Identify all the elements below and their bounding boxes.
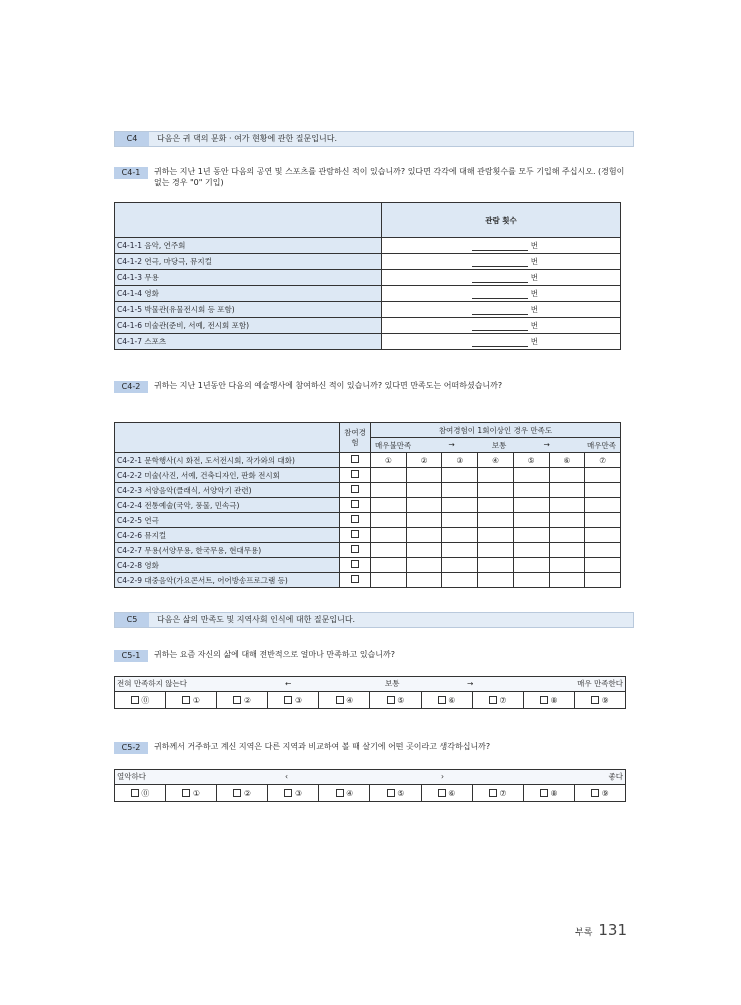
scale-header — [114, 676, 626, 691]
scale-cell[interactable] — [513, 468, 549, 483]
scale-cell[interactable] — [442, 528, 478, 543]
row-label: 스포츠 — [144, 337, 167, 346]
count-input[interactable] — [472, 257, 528, 267]
checkbox-icon — [540, 789, 548, 797]
scale-right-label: 좋다 — [608, 772, 623, 781]
scale-option[interactable]: ② — [217, 692, 268, 708]
scale-cell[interactable] — [585, 468, 621, 483]
checkbox-icon — [182, 789, 190, 797]
scale-option[interactable]: ③ — [442, 453, 478, 468]
scale-cell[interactable] — [549, 558, 585, 573]
scale-cell[interactable] — [585, 543, 621, 558]
scale-cell[interactable] — [442, 558, 478, 573]
section-c4-header — [114, 131, 634, 147]
checkbox-icon — [182, 696, 190, 704]
checkbox-icon — [438, 789, 446, 797]
table-row — [115, 528, 621, 543]
scale-cell[interactable] — [406, 573, 442, 588]
row-code: C4-2-1 — [117, 455, 142, 465]
scale-option[interactable]: ⑤ — [370, 785, 421, 801]
participation-checkbox[interactable] — [351, 500, 359, 508]
table-row — [115, 286, 621, 302]
table-row — [115, 254, 621, 270]
scale-option[interactable]: ② — [406, 453, 442, 468]
scale-cell[interactable] — [371, 513, 407, 528]
row-code: C4-1-4 — [117, 289, 142, 298]
table-row — [115, 318, 621, 334]
unit-label: 번 — [530, 273, 538, 282]
row-code: C4-2-4 — [117, 500, 142, 510]
count-input[interactable] — [472, 305, 528, 315]
scale-cell[interactable] — [442, 468, 478, 483]
question-code: C5-1 — [114, 650, 148, 662]
checkbox-icon — [591, 789, 599, 797]
checkbox-icon — [336, 789, 344, 797]
arrow-right-icon: → — [467, 679, 474, 688]
arrow-right-icon: → — [543, 439, 550, 449]
scale-cell[interactable] — [406, 558, 442, 573]
checkbox-icon — [540, 696, 548, 704]
scale-cell[interactable] — [585, 483, 621, 498]
scale-cell[interactable] — [513, 543, 549, 558]
scale-option[interactable]: ⑦ — [473, 692, 524, 708]
scale-cell[interactable] — [478, 513, 514, 528]
checkbox-icon — [489, 696, 497, 704]
scale-cell[interactable] — [371, 468, 407, 483]
row-label: 영화 — [144, 560, 159, 570]
scale-cell[interactable] — [549, 528, 585, 543]
c5-1-scale — [114, 676, 626, 709]
scale-mid-label: 보통 — [491, 440, 507, 450]
question-text: 귀하는 지난 1년 동안 다음의 공연 및 스포츠를 관람하신 적이 있습니까? 있다면 각각에 대해 관람횟수를 모두 기입해 주십시오. (경험이 없는 경우 "0" 기입) — [154, 167, 625, 187]
arrow-left-icon: ← — [285, 679, 292, 688]
row-label: 영화 — [144, 289, 159, 298]
table-row — [115, 334, 621, 350]
table-row — [115, 543, 621, 558]
table-header-count: 관람 횟수 — [382, 203, 621, 238]
section-code: C4 — [115, 132, 149, 146]
count-input[interactable] — [472, 289, 528, 299]
section-c5-header — [114, 612, 634, 628]
table-row — [115, 498, 621, 513]
scale-option[interactable]: ① — [166, 692, 217, 708]
table-row — [115, 558, 621, 573]
scale-option[interactable]: ⑧ — [524, 785, 575, 801]
checkbox-icon — [387, 696, 395, 704]
table-row — [115, 453, 621, 468]
scale-cell[interactable] — [513, 483, 549, 498]
row-label: 미술관(준비, 서예, 전시회 포함) — [144, 321, 250, 330]
scale-option[interactable]: ⑥ — [549, 453, 585, 468]
scale-cell[interactable] — [442, 498, 478, 513]
footer-label: 부록 — [575, 928, 593, 938]
checkbox-icon — [489, 789, 497, 797]
question-text: 귀하께서 거주하고 계신 지역은 다른 지역과 비교하여 볼 때 살기에 어떤 곳이라고 생각하십니까? — [154, 742, 491, 751]
scale-cell[interactable] — [478, 528, 514, 543]
unit-label: 번 — [530, 257, 538, 266]
row-label: 서양음악(클래식, 서양악기 관련) — [144, 485, 252, 495]
row-label: 대중음악(가요콘서트, 어어방송프로그램 등) — [144, 575, 288, 585]
table-row — [115, 483, 621, 498]
scale-cell[interactable] — [371, 498, 407, 513]
scale-option[interactable]: ⓪ — [115, 692, 166, 708]
scale-option[interactable]: ⑤ — [513, 453, 549, 468]
row-code: C4-1-5 — [117, 305, 142, 314]
scale-cell[interactable] — [478, 498, 514, 513]
scale-option[interactable]: ④ — [319, 785, 370, 801]
checkbox-icon — [591, 696, 599, 704]
scale-option[interactable]: ⑧ — [524, 692, 575, 708]
scale-option[interactable]: ⑤ — [370, 692, 421, 708]
scale-cell[interactable] — [406, 483, 442, 498]
row-label: 연극 — [144, 515, 159, 525]
participation-checkbox[interactable] — [351, 545, 359, 553]
section-title: 다음은 귀 댁의 문화 · 여가 현황에 관한 질문입니다. — [157, 134, 337, 143]
count-input[interactable] — [472, 273, 528, 283]
checkbox-icon — [233, 696, 241, 704]
scale-option[interactable]: ③ — [268, 785, 319, 801]
table-row — [115, 513, 621, 528]
row-code: C4-1-7 — [117, 337, 142, 346]
scale-cell[interactable] — [585, 573, 621, 588]
participation-checkbox[interactable] — [351, 485, 359, 493]
page-number: 131 — [598, 921, 628, 939]
scale-cell[interactable] — [549, 543, 585, 558]
table-row — [115, 238, 621, 254]
unit-label: 번 — [530, 305, 538, 314]
scale-cell[interactable] — [549, 468, 585, 483]
scale-cell[interactable] — [406, 468, 442, 483]
row-code: C4-2-7 — [117, 545, 142, 555]
participation-checkbox[interactable] — [351, 455, 359, 463]
scale-right-label: 매우 만족한다 — [577, 679, 623, 688]
checkbox-icon — [438, 696, 446, 704]
scale-cell[interactable] — [513, 573, 549, 588]
count-input[interactable] — [472, 321, 528, 331]
row-code: C4-2-9 — [117, 575, 142, 585]
scale-option[interactable]: ⑥ — [422, 692, 473, 708]
row-code: C4-2-6 — [117, 530, 142, 540]
checkbox-icon — [233, 789, 241, 797]
row-label: 전통예술(국악, 풍물, 민속극) — [144, 500, 240, 510]
scale-cell[interactable] — [513, 558, 549, 573]
row-label: 무용 — [144, 273, 159, 282]
scale-right-label: 매우만족 — [587, 440, 616, 450]
scale-cell[interactable] — [371, 528, 407, 543]
scale-cell[interactable] — [585, 528, 621, 543]
checkbox-icon — [387, 789, 395, 797]
scale-mid-label: 보통 — [385, 679, 400, 688]
section-title: 다음은 삶의 만족도 및 지역사회 인식에 대한 질문입니다. — [157, 615, 356, 624]
participation-checkbox[interactable] — [351, 470, 359, 478]
row-code: C4-2-3 — [117, 485, 142, 495]
scale-cell[interactable] — [406, 543, 442, 558]
scale-option[interactable]: ⑥ — [422, 785, 473, 801]
table-row — [115, 468, 621, 483]
scale-cell[interactable] — [549, 573, 585, 588]
count-input[interactable] — [472, 337, 528, 347]
scale-option[interactable]: ① — [166, 785, 217, 801]
row-code: C4-1-3 — [117, 273, 142, 282]
scale-options — [114, 691, 626, 709]
question-text: 귀하는 지난 1년동안 다음의 예술행사에 참여하신 적이 있습니까? 있다면 만족도는 어떠하셨습니까? — [154, 381, 503, 390]
scale-option[interactable]: ④ — [319, 692, 370, 708]
table-header-blank — [115, 203, 382, 238]
row-label: 박물관(유물전시회 등 포함) — [144, 305, 235, 314]
scale-cell[interactable] — [549, 483, 585, 498]
scale-left-label: 매우불만족 — [375, 440, 412, 450]
page-footer — [575, 921, 627, 939]
col-participation: 참여경험 — [340, 423, 371, 453]
scale-cell[interactable] — [442, 483, 478, 498]
row-code: C4-2-2 — [117, 470, 142, 480]
row-label: 미술(사진, 서예, 건축디자인, 판화 전시회 — [144, 470, 280, 480]
question-code: C4-2 — [114, 381, 148, 393]
arrow-right-icon: › — [441, 772, 444, 781]
c4-2-table — [114, 422, 621, 588]
unit-label: 번 — [530, 289, 538, 298]
scale-cell[interactable] — [549, 498, 585, 513]
participation-checkbox[interactable] — [351, 530, 359, 538]
participation-checkbox[interactable] — [351, 575, 359, 583]
scale-cell[interactable] — [478, 468, 514, 483]
participation-checkbox[interactable] — [351, 515, 359, 523]
scale-left-label: 열악하다 — [117, 772, 146, 781]
scale-option[interactable]: ④ — [478, 453, 514, 468]
scale-option[interactable]: ⑨ — [575, 785, 625, 801]
scale-cell[interactable] — [478, 483, 514, 498]
scale-cell[interactable] — [442, 573, 478, 588]
c5-2-scale — [114, 769, 626, 802]
scale-cell[interactable] — [406, 498, 442, 513]
scale-cell[interactable] — [478, 573, 514, 588]
scale-option[interactable]: ⑦ — [473, 785, 524, 801]
participation-checkbox[interactable] — [351, 560, 359, 568]
scale-option[interactable]: ⑨ — [575, 692, 625, 708]
row-code: C4-1-6 — [117, 321, 142, 330]
scale-header — [371, 438, 621, 453]
row-code: C4-1-1 — [117, 241, 142, 250]
scale-cell[interactable] — [371, 543, 407, 558]
table-header-blank — [115, 423, 340, 453]
arrow-left-icon: ‹ — [285, 772, 288, 781]
unit-label: 번 — [530, 241, 538, 250]
scale-cell[interactable] — [371, 483, 407, 498]
checkbox-icon — [284, 696, 292, 704]
scale-option[interactable]: ① — [371, 453, 407, 468]
scale-option[interactable]: ⑦ — [585, 453, 621, 468]
scale-cell[interactable] — [549, 513, 585, 528]
scale-left-label: 전혀 만족하지 않는다 — [117, 679, 187, 688]
row-label: 연극, 마당극, 뮤지컬 — [144, 257, 212, 266]
section-code: C5 — [115, 613, 149, 627]
row-label: 뮤지컬 — [144, 530, 167, 540]
unit-label: 번 — [530, 337, 538, 346]
row-label: 무용(서양무용, 한국무용, 현대무용) — [144, 545, 262, 555]
arrow-right-icon: → — [448, 439, 455, 449]
scale-cell[interactable] — [585, 558, 621, 573]
row-code: C4-2-5 — [117, 515, 142, 525]
scale-option[interactable]: ③ — [268, 692, 319, 708]
scale-cell[interactable] — [371, 558, 407, 573]
c4-1-table — [114, 202, 621, 350]
row-code: C4-1-2 — [117, 257, 142, 266]
scale-cell[interactable] — [478, 558, 514, 573]
unit-label: 번 — [530, 321, 538, 330]
scale-options — [114, 784, 626, 802]
table-row — [115, 302, 621, 318]
question-text: 귀하는 요즘 자신의 삶에 대해 전반적으로 얼마나 만족하고 있습니까? — [154, 650, 395, 659]
scale-cell[interactable] — [478, 543, 514, 558]
scale-cell[interactable] — [442, 543, 478, 558]
checkbox-icon — [131, 789, 139, 797]
row-label: 문학행사(시 화전, 도서전시회, 작가와의 대화) — [144, 455, 295, 465]
scale-option[interactable]: ⓪ — [115, 785, 166, 801]
row-code: C4-2-8 — [117, 560, 142, 570]
scale-cell[interactable] — [406, 513, 442, 528]
scale-cell[interactable] — [513, 498, 549, 513]
scale-cell[interactable] — [513, 513, 549, 528]
checkbox-icon — [131, 696, 139, 704]
table-row — [115, 270, 621, 286]
checkbox-icon — [336, 696, 344, 704]
question-code: C4-1 — [114, 167, 148, 179]
count-input[interactable] — [472, 241, 528, 251]
col-satisfaction: 참여경험이 1회이상인 경우 만족도 — [371, 423, 621, 438]
scale-header — [114, 769, 626, 784]
scale-cell[interactable] — [585, 513, 621, 528]
scale-cell[interactable] — [371, 573, 407, 588]
scale-cell[interactable] — [442, 513, 478, 528]
row-label: 음악, 연주회 — [144, 241, 186, 250]
scale-option[interactable]: ② — [217, 785, 268, 801]
question-code: C5-2 — [114, 742, 148, 754]
scale-cell[interactable] — [406, 528, 442, 543]
checkbox-icon — [284, 789, 292, 797]
scale-cell[interactable] — [585, 498, 621, 513]
table-row — [115, 573, 621, 588]
scale-cell[interactable] — [513, 528, 549, 543]
